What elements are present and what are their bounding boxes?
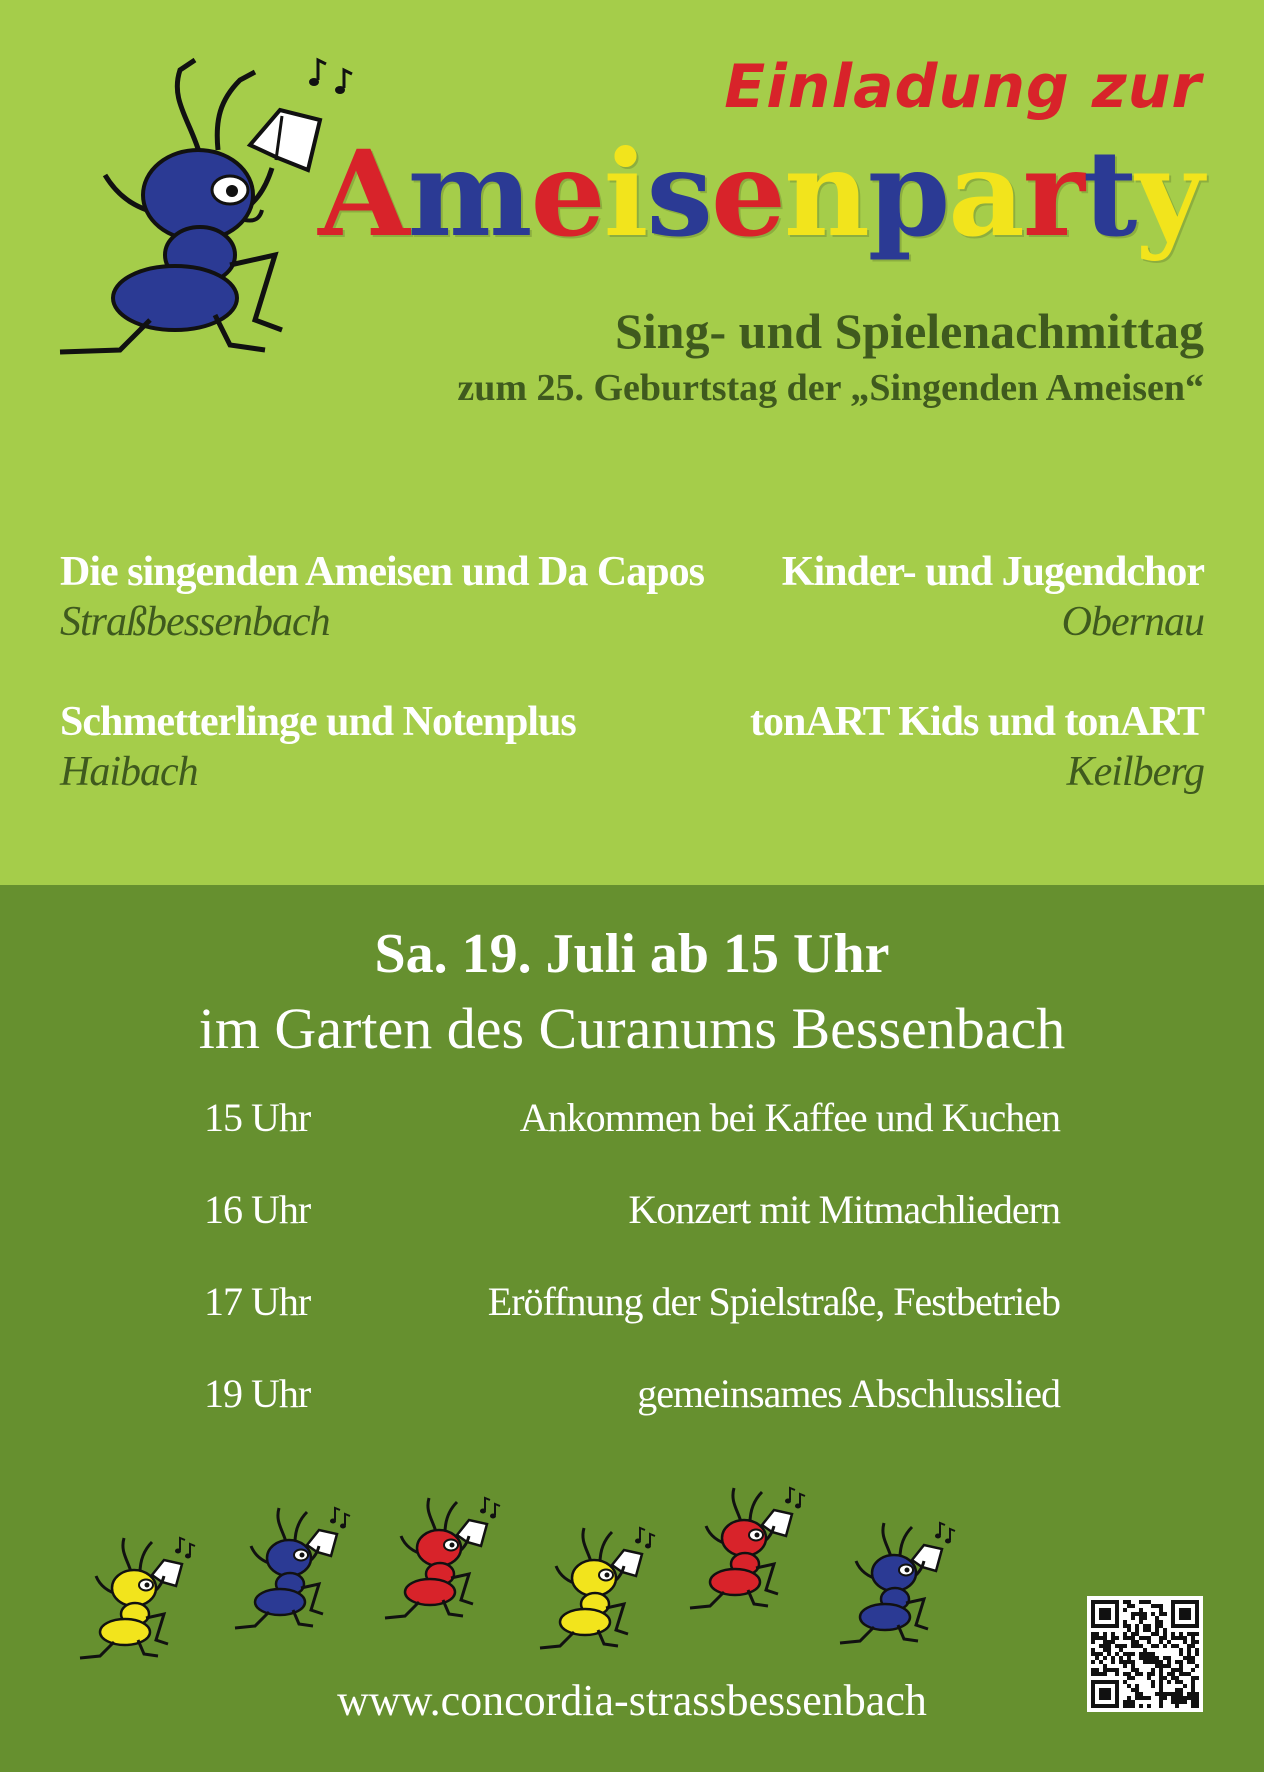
title-letter: p [867, 124, 949, 263]
website-url[interactable]: www.concordia-strassbessenbach [337, 1676, 927, 1725]
title-letter: t [1082, 124, 1136, 263]
title-letter: e [530, 124, 604, 263]
schedule-time: 16 Uhr [204, 1187, 311, 1232]
schedule-time: 17 Uhr [204, 1279, 311, 1324]
choir-name: Schmetterlinge und Notenplus [60, 699, 576, 745]
title-letter: y [1135, 124, 1202, 263]
schedule-row [204, 1094, 1060, 1144]
choir-entry [782, 548, 1204, 646]
choir-place: Keilberg [1066, 749, 1204, 795]
choir-entry [60, 548, 704, 646]
schedule-activity: Konzert mit Mitmachliedern [628, 1187, 1060, 1232]
schedule-activity: Eröffnung der Spielstraße, Festbetrieb [487, 1279, 1060, 1324]
schedule-activity: gemeinsames Abschlusslied [637, 1371, 1060, 1416]
title-letter: n [783, 124, 868, 263]
title-letter: i [603, 124, 647, 263]
yellow-ant-icon [540, 1528, 655, 1648]
choir-name: Die singenden Ameisen und Da Capos [60, 549, 704, 595]
choir-entry [750, 698, 1204, 796]
choir-place: Haibach [60, 749, 198, 795]
choir-place: Straßbessenbach [60, 599, 330, 645]
schedule-time: 19 Uhr [204, 1371, 311, 1416]
schedule-row [204, 1370, 1060, 1420]
subtitle: Sing- und Spielenachmittag [614, 303, 1204, 359]
schedule-time: 15 Uhr [204, 1095, 311, 1140]
title-letter: a [948, 124, 1023, 263]
event-location: im Garten des Curanums Bessenbach [198, 996, 1066, 1061]
ant-row [0, 1470, 1264, 1680]
title-letter: r [1022, 124, 1083, 263]
choir-name: Kinder- und Jugendchor [781, 549, 1204, 595]
yellow-ant-icon [80, 1538, 195, 1658]
schedule-activity: Ankommen bei Kaffee und Kuchen [519, 1095, 1060, 1140]
choir-entry [60, 698, 576, 796]
choir-name: tonART Kids und tonART [750, 699, 1204, 745]
event-date: Sa. 19. Juli ab 15 Uhr [374, 923, 890, 985]
title-letter: A [318, 124, 408, 263]
schedule-row [204, 1186, 1060, 1236]
title-letter: s [646, 124, 711, 263]
blue-ant-icon [235, 1508, 350, 1628]
event-title [318, 124, 1202, 263]
choir-place: Obernau [1061, 599, 1204, 645]
schedule-row [204, 1278, 1060, 1328]
title-letter: e [710, 124, 784, 263]
title-letter: m [407, 124, 531, 263]
red-ant-icon [690, 1488, 805, 1608]
subtitle-anniversary: zum 25. Geburtstag der „Singenden Ameisen“ [457, 367, 1204, 409]
invitation-heading: Einladung zur [724, 52, 1202, 122]
blue-ant-icon [840, 1523, 955, 1643]
red-ant-icon [385, 1498, 500, 1618]
ant-mascot-icon [50, 50, 360, 360]
